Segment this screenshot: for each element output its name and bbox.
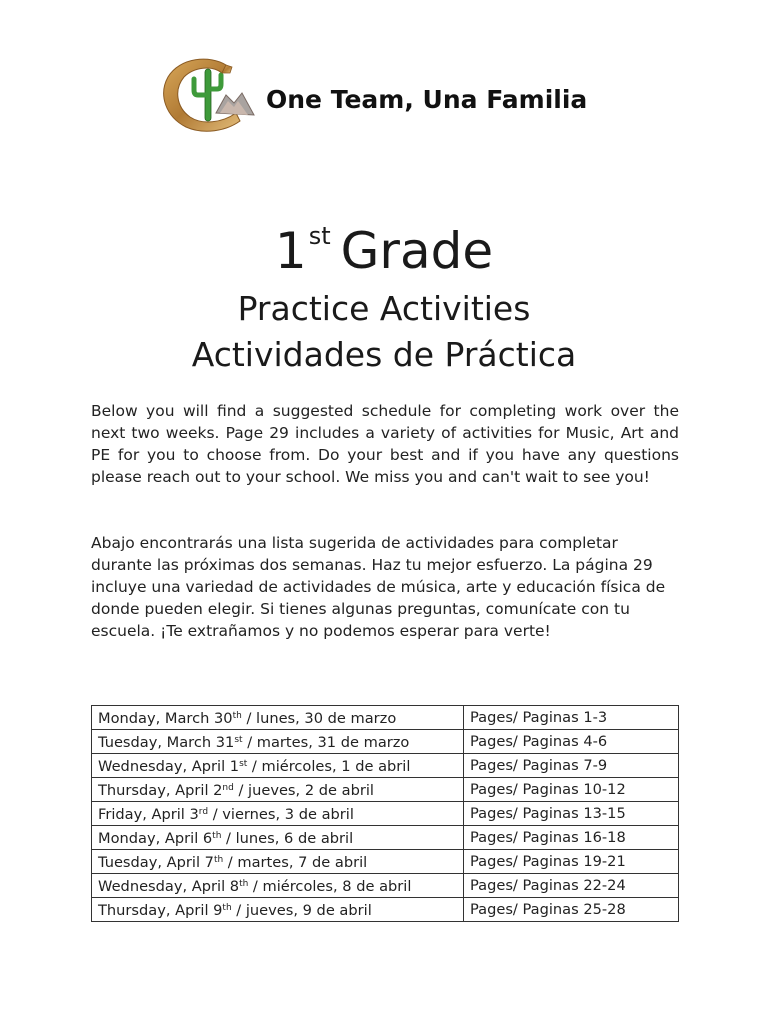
schedule-pages-cell: Pages/ Paginas 19-21 bbox=[464, 850, 679, 874]
date-ordinal: rd bbox=[198, 807, 209, 817]
date-spanish: / martes, 7 de abril bbox=[223, 854, 368, 871]
date-ordinal: th bbox=[213, 855, 224, 865]
date-ordinal: nd bbox=[222, 783, 234, 793]
intro-english: Below you will find a suggested schedule for completing work over the next two weeks. Page 29 includes a variety of activities for Music, Art and PE for you to choose from. Do your best and if you have any questions please reach out to your school. We miss you and can't wait to see you! bbox=[91, 402, 679, 486]
date-ordinal: th bbox=[239, 879, 249, 889]
date-text: Thursday, April 2 bbox=[98, 782, 223, 799]
org-name: One Team, Una Familia bbox=[266, 85, 588, 114]
schedule-pages-cell: Pages/ Paginas 10-12 bbox=[464, 778, 679, 802]
schedule-date-cell bbox=[92, 802, 464, 826]
date-spanish: / lunes, 6 de abril bbox=[221, 830, 354, 847]
date-spanish: / jueves, 9 de abril bbox=[231, 902, 372, 919]
date-spanish: / miércoles, 8 de abril bbox=[248, 878, 412, 895]
date-text: Monday, April 6 bbox=[98, 830, 213, 847]
schedule-row bbox=[92, 730, 679, 754]
date-text: Tuesday, March 31 bbox=[98, 734, 235, 751]
subtitle-spanish: Actividades de Práctica bbox=[191, 335, 577, 374]
date-spanish: / martes, 31 de marzo bbox=[242, 734, 410, 751]
schedule-date-cell bbox=[92, 778, 464, 802]
schedule-table bbox=[91, 705, 679, 922]
schedule-date-cell bbox=[92, 898, 464, 922]
date-ordinal: st bbox=[234, 735, 243, 745]
schedule-date-cell bbox=[92, 754, 464, 778]
schedule-row bbox=[92, 874, 679, 898]
schedule-date-cell bbox=[92, 826, 464, 850]
grade-number: 1 bbox=[274, 222, 307, 280]
date-text: Friday, April 3 bbox=[98, 806, 199, 823]
schedule-date-cell bbox=[92, 874, 464, 898]
subtitle-english: Practice Activities bbox=[237, 289, 531, 328]
schedule-pages-cell: Pages/ Paginas 4-6 bbox=[464, 730, 679, 754]
schedule-row bbox=[92, 850, 679, 874]
intro-spanish: Abajo encontrarás una lista sugerida de actividades para completar durante las próximas dos semanas. Haz tu mejor esfuerzo. La página 29 incluye una variedad de actividades de música, arte y educación física de donde pueden elegir. Si tienes algunas preguntas, comunícate con tu escuela. ¡Te extrañamos y no podemos esperar para verte! bbox=[91, 534, 666, 640]
date-spanish: / jueves, 2 de abril bbox=[233, 782, 374, 799]
schedule-pages-cell: Pages/ Paginas 22-24 bbox=[464, 874, 679, 898]
schedule-row bbox=[92, 706, 679, 730]
date-ordinal: th bbox=[212, 831, 222, 841]
date-text: Thursday, April 9 bbox=[98, 902, 223, 919]
schedule-row bbox=[92, 778, 679, 802]
schedule-date-cell bbox=[92, 706, 464, 730]
schedule-pages-cell: Pages/ Paginas 13-15 bbox=[464, 802, 679, 826]
header bbox=[160, 55, 630, 135]
date-text: Wednesday, April 1 bbox=[98, 758, 240, 775]
date-text: Tuesday, April 7 bbox=[98, 854, 214, 871]
grade-suffix: st bbox=[308, 222, 331, 250]
schedule-row bbox=[92, 802, 679, 826]
schedule-pages-cell: Pages/ Paginas 1-3 bbox=[464, 706, 679, 730]
schedule-date-cell bbox=[92, 850, 464, 874]
date-spanish: / miércoles, 1 de abril bbox=[247, 758, 411, 775]
title-block bbox=[0, 203, 768, 378]
schedule-row bbox=[92, 898, 679, 922]
date-text: Monday, March 30 bbox=[98, 710, 233, 727]
grade-title bbox=[0, 203, 768, 284]
schedule-date-cell bbox=[92, 730, 464, 754]
grade-word: Grade bbox=[340, 222, 494, 280]
cactus-c-logo bbox=[160, 55, 256, 135]
date-ordinal: th bbox=[232, 711, 242, 721]
schedule-row bbox=[92, 826, 679, 850]
date-spanish: / viernes, 3 de abril bbox=[208, 806, 354, 823]
date-spanish: / lunes, 30 de marzo bbox=[241, 710, 397, 727]
schedule-pages-cell: Pages/ Paginas 16-18 bbox=[464, 826, 679, 850]
date-ordinal: st bbox=[239, 759, 248, 769]
schedule-pages-cell: Pages/ Paginas 7-9 bbox=[464, 754, 679, 778]
date-text: Wednesday, April 8 bbox=[98, 878, 240, 895]
date-ordinal: th bbox=[222, 903, 232, 913]
schedule-pages-cell: Pages/ Paginas 25-28 bbox=[464, 898, 679, 922]
schedule-row bbox=[92, 754, 679, 778]
